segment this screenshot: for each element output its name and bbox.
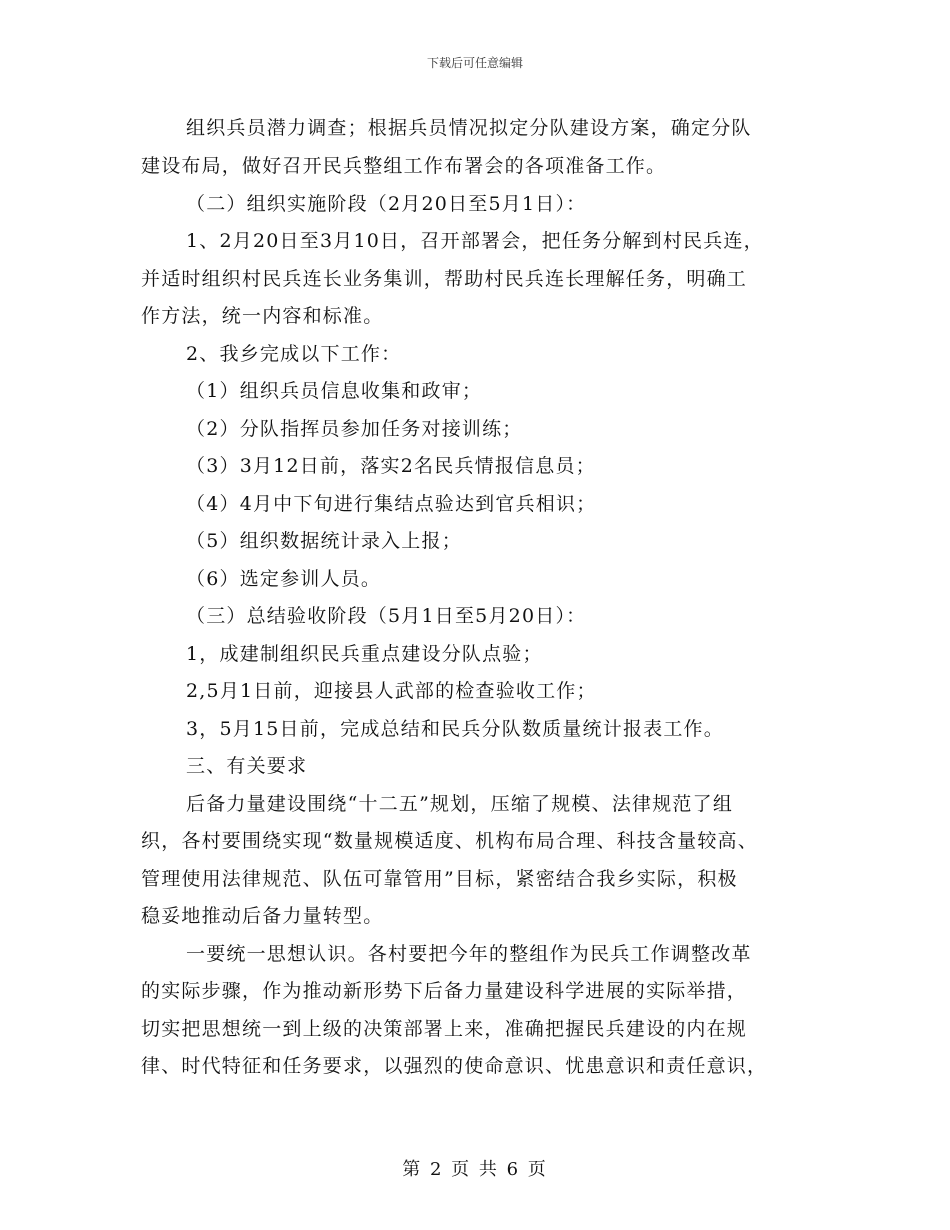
body-line: （二）组织实施阶段（2月20日至5月1日）：	[186, 193, 587, 215]
body-line: （6）选定参训人员。	[186, 568, 382, 590]
body-line: 组织兵员潜力调查；根据兵员情况拟定分队建设方案，确定分队	[186, 117, 752, 139]
body-line: （三）总结验收阶段（5月1日至5月20日）：	[186, 605, 587, 627]
body-line: （1）组织兵员信息收集和政审；	[186, 380, 483, 402]
body-line: （5）组织数据统计录入上报；	[186, 530, 462, 552]
body-line: 建设布局，做好召开民兵整组工作布署会的各项准备工作。	[141, 155, 667, 177]
body-line: 2、我乡完成以下工作：	[186, 343, 402, 365]
body-line: 的实际步骤，作为推动新形势下后备力量建设科学进展的实际举措，	[141, 980, 748, 1002]
page-number-footer: 第 2 页 共 6 页	[402, 1159, 548, 1180]
body-line: 2,5月1日前，迎接县人武部的检查验收工作；	[186, 680, 597, 702]
section-heading: 三、有关要求	[186, 755, 308, 777]
body-line: 切实把思想统一到上级的决策部署上来，准确把握民兵建设的内在规	[141, 1018, 748, 1040]
page-header: 下载后可任意编辑	[426, 56, 523, 70]
body-line: （4）4月中下旬进行集结点验达到官兵相识；	[186, 493, 597, 515]
body-line: 3，5月15日前，完成总结和民兵分队数质量统计报表工作。	[186, 718, 724, 740]
body-line: （2）分队指挥员参加任务对接训练；	[186, 418, 523, 440]
body-line: 1、2月20日至3月10日，召开部署会，把任务分解到村民兵连，	[186, 230, 764, 252]
body-line: 后备力量建设围绕“十二五”规划，压缩了规模、法律规范了组	[186, 793, 734, 815]
body-line: 律、时代特征和任务要求，以强烈的使命意识、忧患意识和责任意识，	[141, 1055, 768, 1077]
body-line: 织，各村要围绕实现“数量规模适度、机构布局合理、科技含量较高、	[141, 830, 758, 852]
body-line: 并适时组织村民兵连长业务集训，帮助村民兵连长理解任务，明确工	[141, 268, 748, 290]
body-line: 稳妥地推动后备力量转型。	[141, 905, 384, 927]
body-line: 一要统一思想认识。各村要把今年的整组作为民兵工作调整改革	[186, 943, 752, 965]
body-line: 管理使用法律规范、队伍可靠管用”目标，紧密结合我乡实际，积极	[141, 868, 738, 890]
body-line: 1，成建制组织民兵重点建设分队点验；	[186, 643, 543, 665]
body-line: （3）3月12日前，落实2名民兵情报信息员；	[186, 455, 596, 477]
body-line: 作方法，统一内容和标准。	[141, 305, 384, 327]
